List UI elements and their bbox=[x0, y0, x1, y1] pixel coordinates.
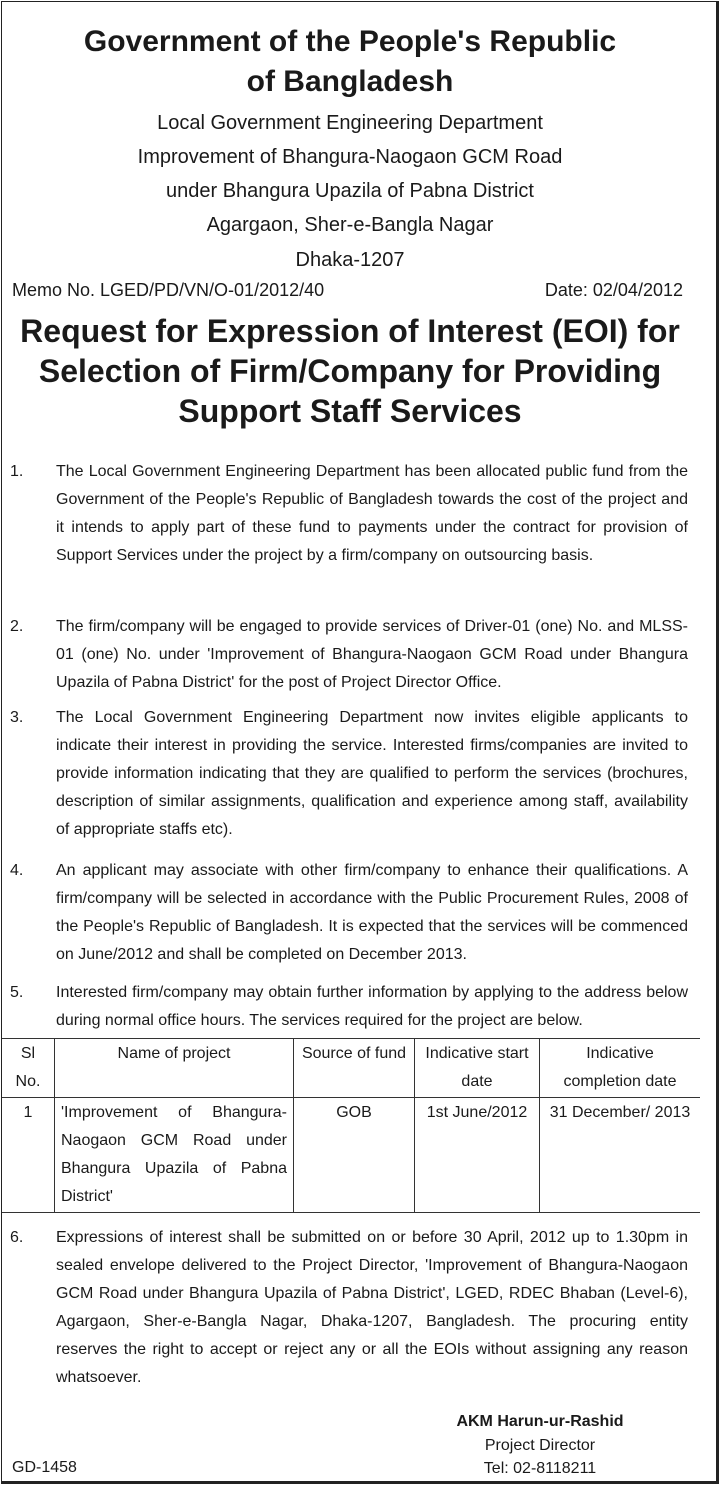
memo-date: Date: 02/04/2012 bbox=[544, 280, 683, 300]
notice-title bbox=[0, 311, 700, 431]
paragraph-number: 2. bbox=[10, 618, 24, 635]
paragraph-3 bbox=[10, 704, 688, 844]
address-line2: Dhaka-1207 bbox=[295, 249, 405, 271]
paragraph-text: The Local Government Engineering Department now invites eligible applicants to indicate their interest in providing the service. Interested firms/companies are invited to provide information indicating that they are qualified to perform the services (brochures, description of similar assignments, qualification and experience among staff, availability of appropriate staffs etc). bbox=[56, 709, 688, 838]
notice-title-line2: Selection of Firm/Company for Providing bbox=[38, 353, 662, 389]
header-source-of-fund: Source of fund bbox=[294, 1039, 415, 1098]
project-table bbox=[2, 1038, 700, 1213]
project-name-line1: Improvement of Bhangura-Naogaon GCM Road bbox=[137, 146, 563, 168]
paragraph-text: The firm/company will be engaged to provide services of Driver-01 (one) No. and MLSS-01 (one) No. under 'Improvement of Bhangura-Naogaon GCM Road under Bhangura Upazila of Pabna District' for the post of Project Director Office. bbox=[56, 618, 688, 691]
notice-title-line3: Support Staff Services bbox=[178, 393, 522, 429]
paragraph-number: 4. bbox=[10, 862, 24, 879]
header-sl-no: Sl No. bbox=[2, 1039, 55, 1098]
department-name: Local Government Engineering Department bbox=[157, 112, 543, 134]
header-project-name: Name of project bbox=[55, 1039, 294, 1098]
paragraph-text: The Local Government Engineering Department has been allocated public fund from the Government of the People's Republic of Bangladesh towards the cost of the project and it intends to apply part of these fund to payments under the contract for provision of Support Services under the project by a firm/company on outsourcing basis. bbox=[56, 463, 688, 564]
paragraph-5 bbox=[10, 979, 688, 1035]
table-row bbox=[2, 1098, 700, 1213]
paragraph-text: Expressions of interest shall be submitted on or before 30 April, 2012 up to 1.30pm in sealed envelope delivered to the Project Director, 'Improvement of Bhangura-Naogaon GCM Road under Bhangura Upazila of Pabna District', LGED, RDEC Bhaban (Level-6), Agargaon, Sher-e-Bangla Nagar, Dhaka-1207, Bangladesh. The procuring entity reserves the right to accept or reject any or all the EOIs without assigning any reason whatsoever. bbox=[56, 1229, 688, 1386]
notice-title-line1: Request for Expression of Interest (EOI) for bbox=[20, 313, 680, 349]
govt-title-line1: Government of the People's Republic bbox=[83, 25, 617, 58]
paragraph-4 bbox=[10, 857, 688, 969]
memo-number: Memo No. LGED/PD/VN/O-01/2012/40 bbox=[12, 280, 325, 300]
address-line1: Agargaon, Sher-e-Bangla Nagar bbox=[206, 214, 494, 236]
paragraph-text: An applicant may associate with other firm/company to enhance their qualifications. A firm/company will be selected in accordance with the Public Procurement Rules, 2008 of the People's Republic of Bangladesh. It is expected that the services will be commenced on June/2012 and shall be completed on December 2013. bbox=[56, 862, 688, 963]
cell-project-name: 'Improvement of Bhangura-Naogaon GCM Road under Bhangura Upazila of Pabna District' bbox=[55, 1098, 294, 1213]
footer-code: GD-1458 bbox=[12, 1459, 77, 1476]
project-name-line2: under Bhangura Upazila of Pabna District bbox=[166, 180, 534, 202]
paragraph-6 bbox=[10, 1224, 688, 1392]
paragraph-text: Interested firm/company may obtain further information by applying to the address below during normal office hours. The services required for the project are below. bbox=[56, 984, 688, 1029]
cell-source-of-fund: GOB bbox=[294, 1098, 415, 1213]
paragraph-number: 3. bbox=[10, 709, 24, 726]
govt-title-line2: of Bangladesh bbox=[246, 65, 454, 98]
signatory-name: AKM Harun-ur-Rashid bbox=[456, 1413, 624, 1430]
signatory-title: Project Director bbox=[484, 1437, 596, 1454]
header-start-date: Indicative start date bbox=[415, 1039, 540, 1098]
paragraph-1 bbox=[10, 458, 688, 570]
paragraph-number: 5. bbox=[10, 984, 24, 1001]
cell-completion-date: 31 December/ 2013 bbox=[540, 1098, 701, 1213]
paragraph-2 bbox=[10, 613, 688, 697]
cell-sl-no: 1 bbox=[2, 1098, 55, 1213]
header-completion-date: Indicative completion date bbox=[540, 1039, 701, 1098]
cell-start-date: 1st June/2012 bbox=[415, 1098, 540, 1213]
signatory-phone: Tel: 02-8118211 bbox=[483, 1460, 597, 1477]
paragraph-number: 6. bbox=[10, 1229, 24, 1246]
table-header-row bbox=[2, 1039, 700, 1098]
paragraph-number: 1. bbox=[10, 463, 24, 480]
